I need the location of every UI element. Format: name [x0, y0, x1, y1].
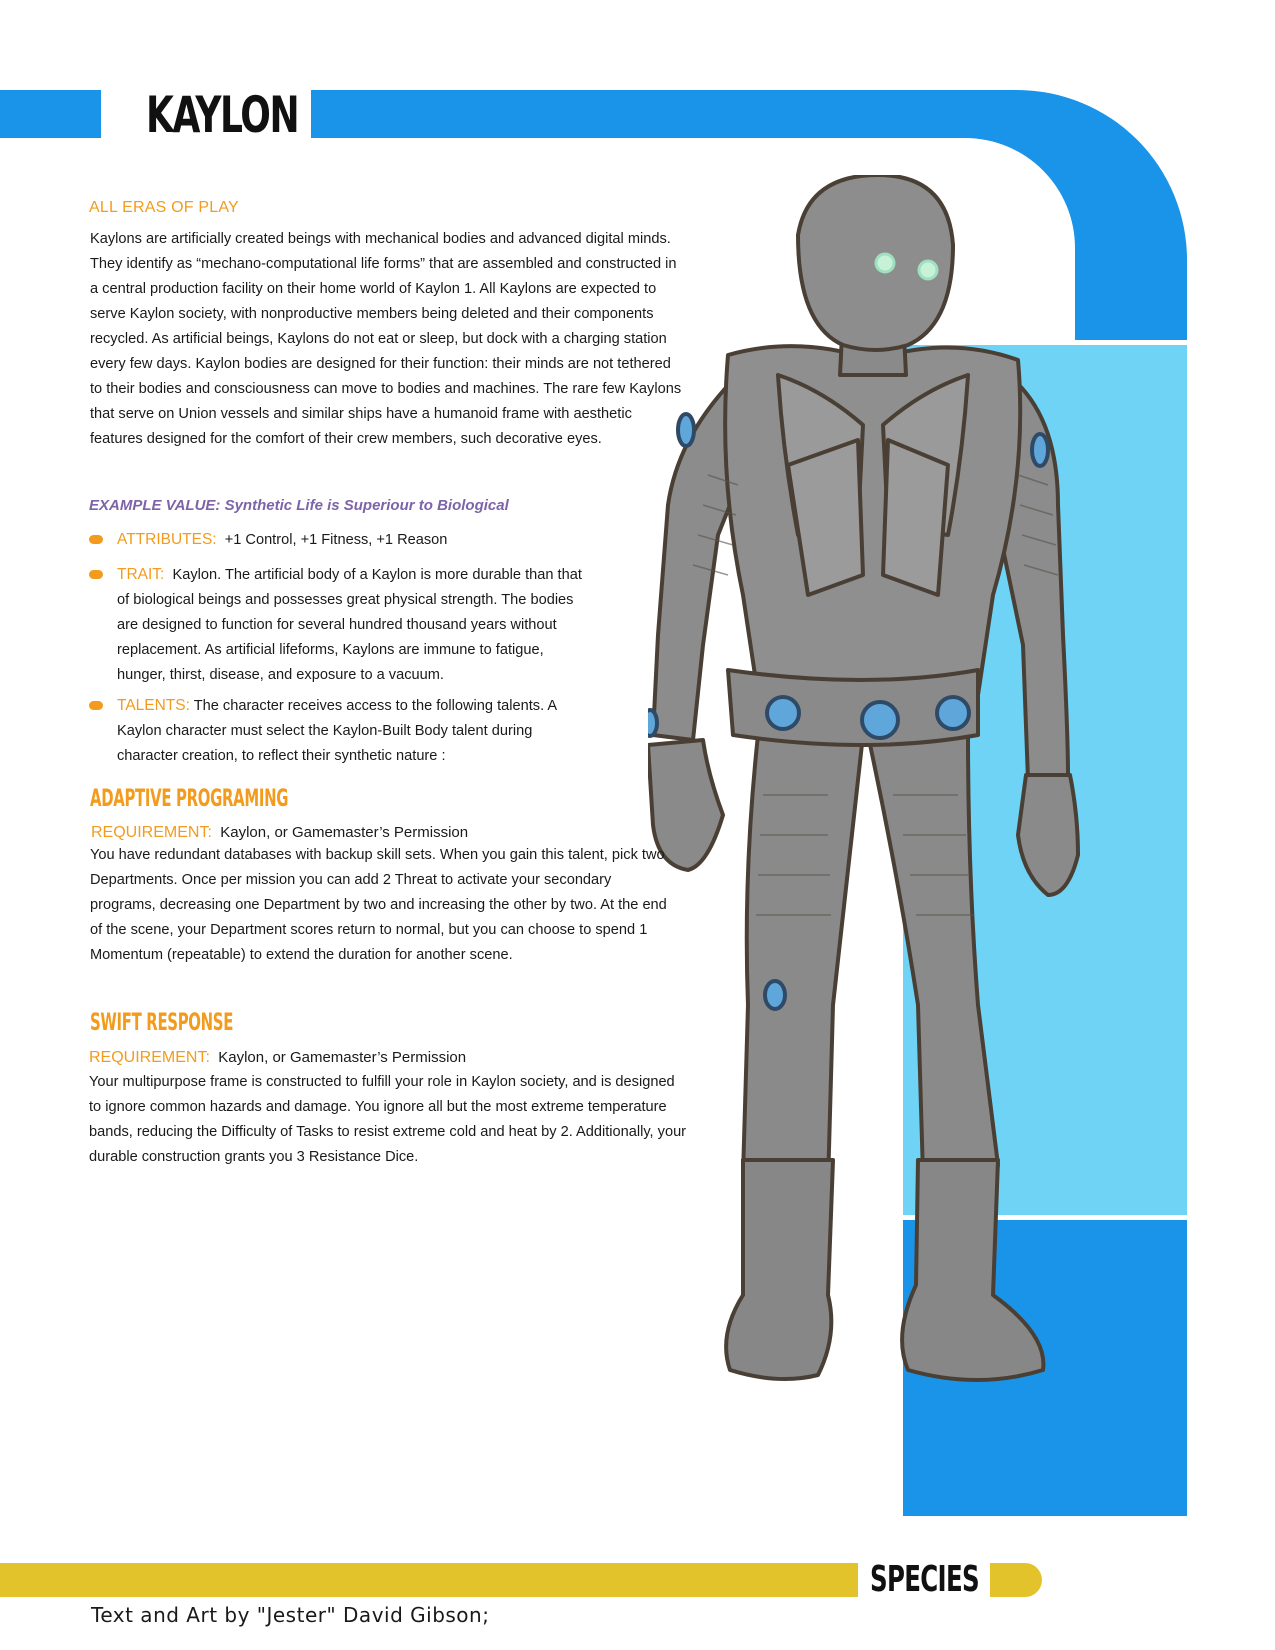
section-label: SPECIES [870, 1559, 979, 1600]
species-description: Kaylons are artificially created beings with mechanical bodies and advanced digital minds. They identify as “mechano-computational life forms” that are assembled and constructed in a central production facility on their home world of Kaylon 1. All Kaylons are expected to serve Kaylon society, with nonproductive members being deleted and their components recycled. As artificial beings, Kaylons do not eat or sleep, but dock with a charging station every few days. Kaylon bodies are designed for their function: their minds are not tethered to their bodies and consciousness can move to bodies and machines. The rare few Kaylons that serve on Union vessels and similar ships have a humanoid frame with aesthetic features designed for the comfort of their crew members, such decorative eyes. [90, 231, 682, 447]
bullet-label: TRAIT: [117, 566, 165, 583]
bullet-attributes [89, 527, 609, 553]
talent-description: You have redundant databases with backup skill sets. When you gain this talent, pick two Departments. Once per mission you can add 2 Threat to activate your secondary programs, decreasing one Department by two and increasing the other by two. At the end of the scene, your Department scores return to normal, but you can choose to spend 1 Momentum (repeatable) to extend the duration for another scene. [90, 847, 667, 963]
credit-line: Text and Art by "Jester" David Gibson; [91, 1603, 490, 1627]
bullet-text: +1 Control, +1 Fitness, +1 Reason [224, 532, 448, 548]
bullet-icon [89, 535, 103, 544]
talent-title: SWIFT RESPONSE [90, 1008, 234, 1036]
bullet-label: ATTRIBUTES: [117, 531, 217, 548]
talent-requirement: REQUIREMENT: Kaylon, or Gamemaster’s Permission [89, 1049, 467, 1066]
talent-requirement: REQUIREMENT: Kaylon, or Gamemaster’s Permission [91, 824, 469, 841]
bullet-text: Kaylon. The artificial body of a Kaylon is more durable than that of biological beings and possesses great physical strength. The bodies are designed to function for several hundred thousand years without replacement. As artificial lifeforms, Kaylons are immune to fatigue, hunger, thirst, disease, and exposure to a vacuum. [117, 567, 582, 683]
footer-bar [0, 1563, 858, 1597]
example-value: EXAMPLE VALUE: Synthetic Life is Superiour to Biological [89, 497, 509, 514]
talent-title: ADAPTIVE PROGRAMING [90, 784, 289, 812]
eras-of-play: ALL ERAS OF PLAY [89, 199, 239, 216]
footer-cap [990, 1563, 1042, 1597]
bullet-label: TALENTS: [117, 697, 190, 714]
bullet-trait [89, 562, 589, 688]
bullet-icon [89, 701, 103, 710]
bullet-icon [89, 570, 103, 579]
page-title: KAYLON [146, 86, 299, 144]
header-bar-left [0, 90, 101, 138]
talent-description: Your multipurpose frame is constructed to fulfill your role in Kaylon society, and is designed to ignore common hazards and damage. You ignore all but the most extreme temperature bands, reducing the Difficulty of Tasks to resist extreme cold and heat by 2. Additionally, your durable construction grants you 3 Resistance Dice. [89, 1074, 687, 1165]
kaylon-illustration [648, 175, 1113, 1445]
bullet-text: The character receives access to the following talents. A Kaylon character must select the Kaylon-Built Body talent during character creation, to reflect their synthetic nature : [117, 698, 557, 764]
bullet-talents [89, 693, 579, 769]
